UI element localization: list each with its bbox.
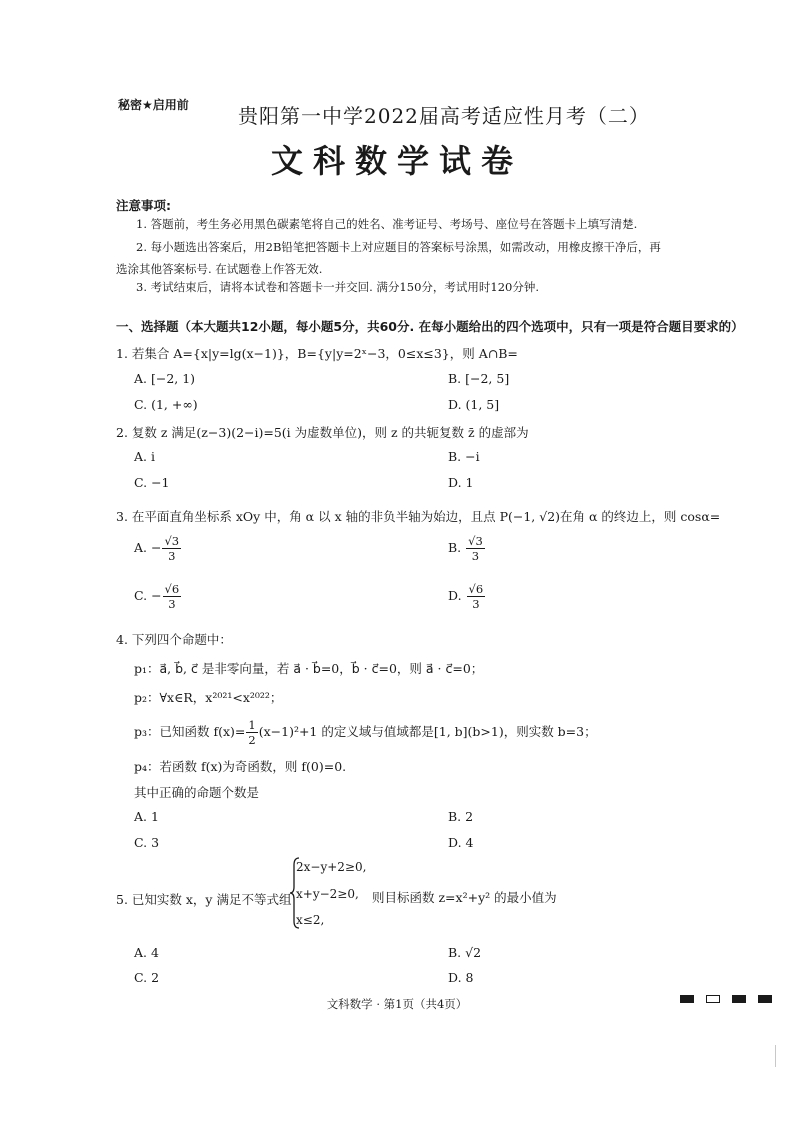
- q3-option-c-prefix: C. −: [134, 588, 162, 604]
- q1-option-b: B. [−2, 5]: [448, 371, 510, 386]
- q4-proposition-p2: p₂：∀x∈R，x²⁰²¹<x²⁰²²；: [134, 690, 283, 705]
- q4-option-c: C. 3: [134, 835, 160, 850]
- note-item: 2. 每小题选出答案后，用2B铅笔把答题卡上对应题目的答案标号涂黑，如需改动，用橡皮擦干净后，再: [136, 240, 661, 254]
- q5-option-b: B. √2: [448, 945, 482, 960]
- q3-option-b: [448, 535, 486, 562]
- note-item: 选涂其他答案标号. 在试题卷上作答无效.: [116, 262, 323, 276]
- q2-option-d: D. 1: [448, 475, 474, 490]
- q2-option-a: A. i: [134, 449, 155, 464]
- q4-option-b: B. 2: [448, 809, 474, 824]
- q3-option-a-fraction: [162, 535, 181, 562]
- q3-option-c: [134, 583, 182, 610]
- question-2-stem: 2. 复数 z 满足(z−3)(2−i)=5(i 为虚数单位)，则 z 的共轭复数 z̄ 的虚部为: [116, 425, 529, 440]
- q3-option-a-prefix: A. −: [134, 540, 162, 556]
- fraction-denominator: 2: [248, 733, 256, 748]
- exam-title: 贵阳第一中学2022届高考适应性月考（二）: [238, 104, 650, 128]
- q4-proposition-p4: p₄：若函数 f(x)为奇函数，则 f(0)=0.: [134, 759, 347, 774]
- note-item: 3. 考试结束后，请将本试卷和答题卡一并交回. 满分150分，考试用时120分钟.: [136, 280, 539, 294]
- secret-label: 秘密★启用前: [118, 98, 189, 112]
- q3-option-a: [134, 535, 182, 562]
- fraction-numerator: √3: [164, 534, 180, 548]
- registration-marks: [680, 995, 772, 1003]
- q5-condition-3: x≤2,: [296, 913, 325, 927]
- question-4-stem: 4. 下列四个命题中：: [116, 632, 232, 647]
- fraction-denominator: 3: [472, 597, 480, 612]
- section-title: 一、选择题（本大题共12小题，每小题5分，共60分. 在每小题给出的四个选项中，只有一项是符合题目要求的）: [116, 319, 744, 334]
- p3-suffix: (x−1)²+1 的定义域与值域都是[1, b](b>1)，则实数 b=3；: [258, 724, 597, 740]
- q5-condition-1: 2x−y+2≥0,: [296, 860, 367, 874]
- notes-heading: 注意事项:: [116, 198, 171, 213]
- q2-option-c: C. −1: [134, 475, 170, 490]
- filled-mark-icon: [758, 995, 772, 1003]
- filled-mark-icon: [732, 995, 746, 1003]
- fraction-denominator: 3: [168, 597, 176, 612]
- q3-option-d-fraction: [467, 583, 486, 610]
- q5-option-d: D. 8: [448, 970, 474, 985]
- question-3-stem: 3. 在平面直角坐标系 xOy 中，角 α 以 x 轴的非负半轴为始边，且点 P(−1, √2)在角 α 的终边上，则 cosα=: [116, 509, 721, 524]
- fraction-denominator: 3: [471, 549, 480, 564]
- fraction-numerator: √3: [468, 534, 483, 548]
- note-item: 1. 答题前，考生务必用黑色碳素笔将自己的姓名、准考证号、考场号、座位号在答题卡上填写清楚.: [136, 217, 638, 231]
- q1-option-c: C. (1, +∞): [134, 397, 198, 412]
- scan-edge-line: [775, 1045, 776, 1067]
- q4-proposition-p1: p₁：a⃗, b⃗, c⃗ 是非零向量，若 a⃗ · b⃗=0，b⃗ · c⃗=0，则 a⃗ · c⃗=0；: [134, 661, 484, 676]
- q3-option-c-fraction: [163, 583, 182, 610]
- question-5-stem-suffix: 则目标函数 z=x²+y² 的最小值为: [372, 890, 557, 905]
- fraction-numerator: √6: [468, 582, 484, 596]
- q4-ask: 其中正确的命题个数是: [134, 785, 260, 800]
- q4-proposition-p3: [134, 719, 597, 746]
- q3-option-d-prefix: D.: [448, 588, 466, 604]
- q4-option-d: D. 4: [448, 835, 474, 850]
- p3-fraction: [246, 719, 257, 746]
- question-5-stem-prefix: 5. 已知实数 x，y 满足不等式组: [116, 892, 292, 907]
- page-footer: 文科数学 · 第1页（共4页）: [326, 997, 468, 1011]
- q5-option-a: A. 4: [134, 945, 159, 960]
- q2-option-b: B. −i: [448, 449, 480, 464]
- q5-condition-2: x+y−2≥0,: [296, 887, 359, 901]
- q3-option-b-fraction: [466, 535, 485, 562]
- q1-option-d: D. (1, 5]: [448, 397, 500, 412]
- hollow-mark-icon: [706, 995, 720, 1003]
- q1-option-a: A. [−2, 1): [134, 371, 196, 386]
- q3-option-d: [448, 583, 486, 610]
- q3-option-b-prefix: B.: [448, 540, 466, 556]
- filled-mark-icon: [680, 995, 694, 1003]
- fraction-numerator: √6: [164, 582, 180, 596]
- paper-title: 文科数学试卷: [270, 142, 523, 180]
- fraction-denominator: 3: [168, 549, 176, 564]
- p3-prefix: p₃：已知函数 f(x)=: [134, 724, 246, 740]
- q4-option-a: A. 1: [134, 809, 159, 824]
- q5-option-c: C. 2: [134, 970, 160, 985]
- question-1-stem: 1. 若集合 A={x|y=lg(x−1)}，B={y|y=2ˣ−3，0≤x≤3}，则 A∩B=: [116, 346, 518, 361]
- fraction-numerator: 1: [248, 718, 256, 732]
